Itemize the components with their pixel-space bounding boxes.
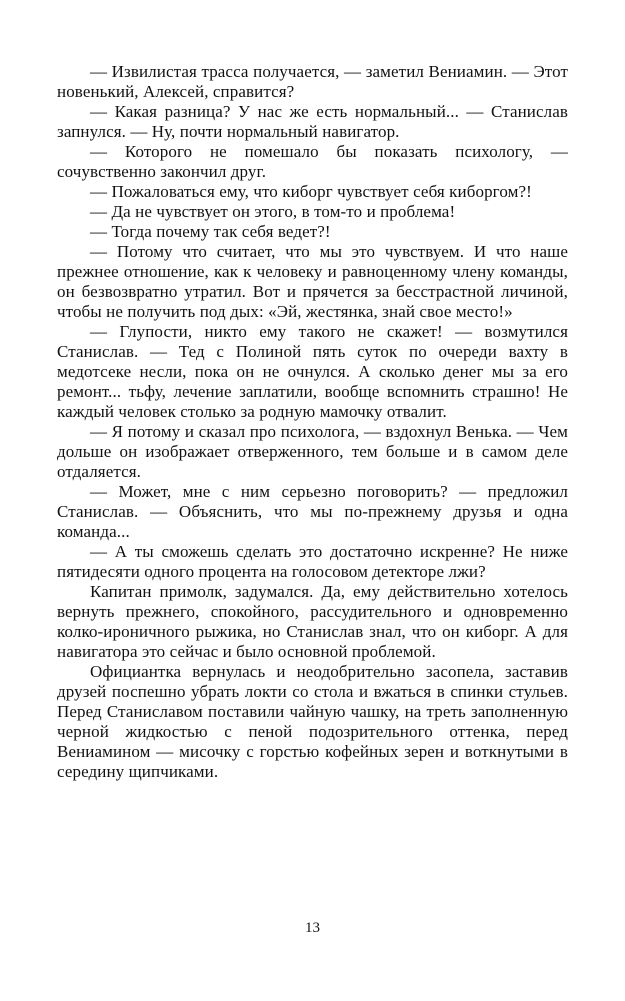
paragraph: Капитан примолк, задумался. Да, ему действительно хотелось вернуть прежнего, спокойного, рассудительного и одновременно колко-ироничного рыжика, но Станислав знал, что он киборг. А для навигатора это сейчас и было основной проблемой. (57, 582, 568, 661)
paragraph: Официантка вернулась и неодобрительно засопела, заставив друзей поспешно убрать локти со стола и вжаться в спинки стульев. Перед Станиславом поставили чайную чашку, на треть заполненную черной жидкостью с пеной подозрительного оттенка, перед Вениамином — мисочку с горстью кофейных зерен и воткнутыми в середину щипчиками. (57, 662, 568, 781)
page-text (57, 62, 568, 782)
paragraph: — Которого не помешало бы показать психологу, — сочувственно закончил друг. (57, 142, 568, 181)
paragraph: — Глупости, никто ему такого не скажет! — возмутился Станислав. — Тед с Полиной пять суток по очереди вахту в медотсеке несли, пока он не очнулся. А сколько денег мы за его ремонт... тьфу, лечение заплатили, вообще вспомнить страшно! Не каждый человек столько за родную мамочку отвалит. (57, 322, 568, 421)
paragraph: — Извилистая трасса получается, — заметил Вениамин. — Этот новенький, Алексей, справится? (57, 62, 568, 101)
paragraph: — Я потому и сказал про психолога, — вздохнул Венька. — Чем дольше он изображает отверженного, тем больше и в самом деле отдаляется. (57, 422, 568, 481)
paragraph: — А ты сможешь сделать это достаточно искренне? Не ниже пятидесяти одного процента на голосовом детекторе лжи? (57, 542, 568, 581)
paragraph: — Какая разница? У нас же есть нормальный... — Станислав запнулся. — Ну, почти нормальный навигатор. (57, 102, 568, 141)
paragraph: — Да не чувствует он этого, в том-то и проблема! (90, 202, 456, 221)
paragraph: — Тогда почему так себя ведет?! (90, 222, 331, 241)
paragraph: — Пожаловаться ему, что киборг чувствует себя киборгом?! (90, 182, 532, 201)
paragraph: — Может, мне с ним серьезно поговорить? — предложил Станислав. — Объяснить, что мы по-прежнему друзья и одна команда... (57, 482, 568, 541)
paragraph: — Потому что считает, что мы это чувствуем. И что наше прежнее отношение, как к человеку и равноценному члену команды, он безвозвратно утратил. Вот и прячется за бесстрастной личиной, чтобы не получить под дых: «Эй, жестянка, знай свое место!» (57, 242, 568, 321)
page-number: 13 (305, 920, 320, 936)
